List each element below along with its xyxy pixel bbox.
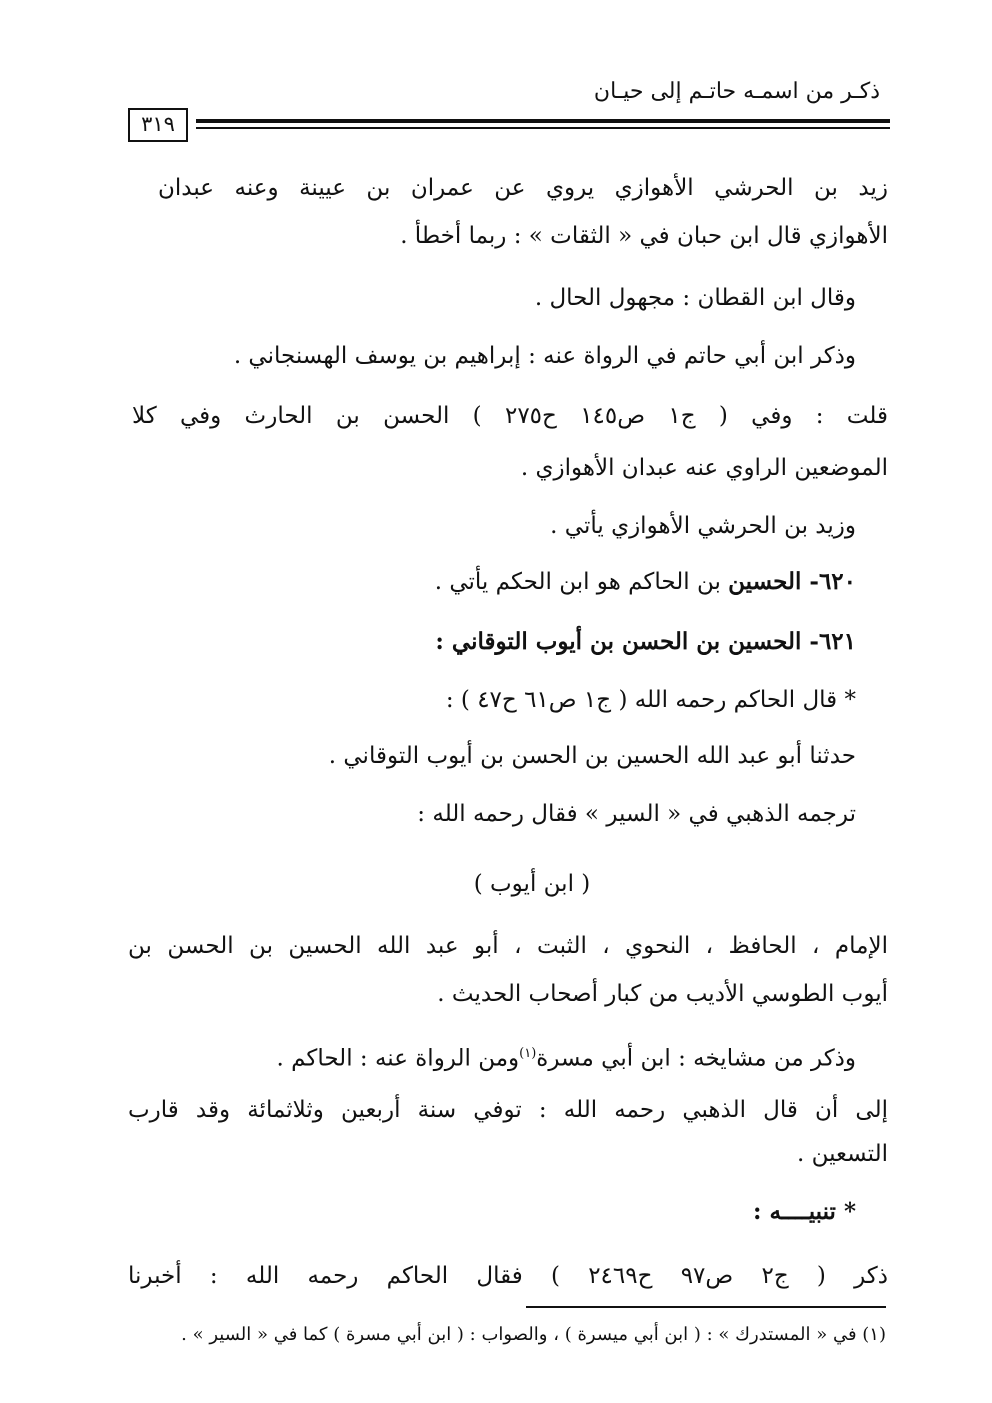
entry-620-text: بن الحاكم هو ابن الحكم يأتي . — [434, 569, 729, 595]
body-line: أيوب الطوسي الأديب من كبار أصحاب الحديث . — [437, 981, 888, 1007]
body-line: ترجمه الذهبي في « السير » فقال رحمه الله : — [417, 801, 856, 827]
body-line: * قال الحاكم رحمه الله ( ج١ ص٦١ ح٤٧ ) : — [445, 687, 856, 713]
body-line: الأهوازي قال ابن حبان في « الثقات » : ربما أخطأ . — [400, 223, 888, 249]
section-title: ( ابن أيوب ) — [473, 871, 591, 897]
footnote-rule — [526, 1306, 886, 1308]
body-text: ومن الرواة عنه : الحاكم . — [276, 1045, 520, 1072]
body-line: وزيد بن الحرشي الأهوازي يأتي . — [550, 513, 856, 539]
body-line: الموضعين الراوي عنه عبدان الأهوازي . — [520, 455, 888, 481]
body-line: حدثنا أبو عبد الله الحسين بن الحسن بن أيوب التوقاني . — [328, 743, 856, 769]
body-line: وقال ابن القطان : مجهول الحال . — [534, 285, 856, 311]
footnote: (١) في « المستدرك » : ( ابن أبي ميسرة ) ، والصواب : ( ابن أبي مسرة ) كما في « السير » . — [181, 1324, 886, 1345]
body-text: وذكر من مشايخه : ابن أبي مسرة — [536, 1045, 856, 1072]
running-header: ذكـر من اسمـه حاتـم إلى حيـان — [593, 79, 880, 104]
body-line: التسعين . — [796, 1141, 888, 1167]
body-line: قلت : وفي ( ج١ ص١٤٥ ح٢٧٥ ) الحسن بن الحارث وفي كلا — [132, 403, 888, 429]
entry-620-heading: ٦٢٠- الحسين — [728, 568, 856, 595]
body-line: الإمام ، الحافظ ، النحوي ، الثبت ، أبو عبد الله الحسين بن الحسن بن — [128, 933, 888, 959]
header-rule-thin — [196, 127, 890, 129]
page-number: ٣١٩ — [128, 108, 188, 142]
body-line: إلى أن قال الذهبي رحمه الله : توفي سنة أربعين وثلاثمائة وقد قارب — [128, 1097, 888, 1123]
entry-621-heading: ٦٢١- الحسين بن الحسن بن أيوب التوقاني : — [435, 628, 856, 655]
body-line: وذكر ابن أبي حاتم في الرواة عنه : إبراهيم بن يوسف الهسنجاني . — [233, 343, 856, 369]
body-line: زيد بن الحرشي الأهوازي يروي عن عمران بن عيينة وعنه عبدان — [158, 175, 888, 201]
footnote-ref: (١) — [519, 1046, 537, 1061]
entry-620 — [435, 566, 856, 598]
body-line — [276, 1038, 856, 1075]
notice-heading: * تنبيــــه : — [752, 1198, 856, 1225]
header-rule — [196, 119, 890, 123]
body-line: ذكر ( ج٢ ص٩٧ ح٢٤٦٩ ) فقال الحاكم رحمه الله : أخبرنا — [128, 1263, 889, 1289]
